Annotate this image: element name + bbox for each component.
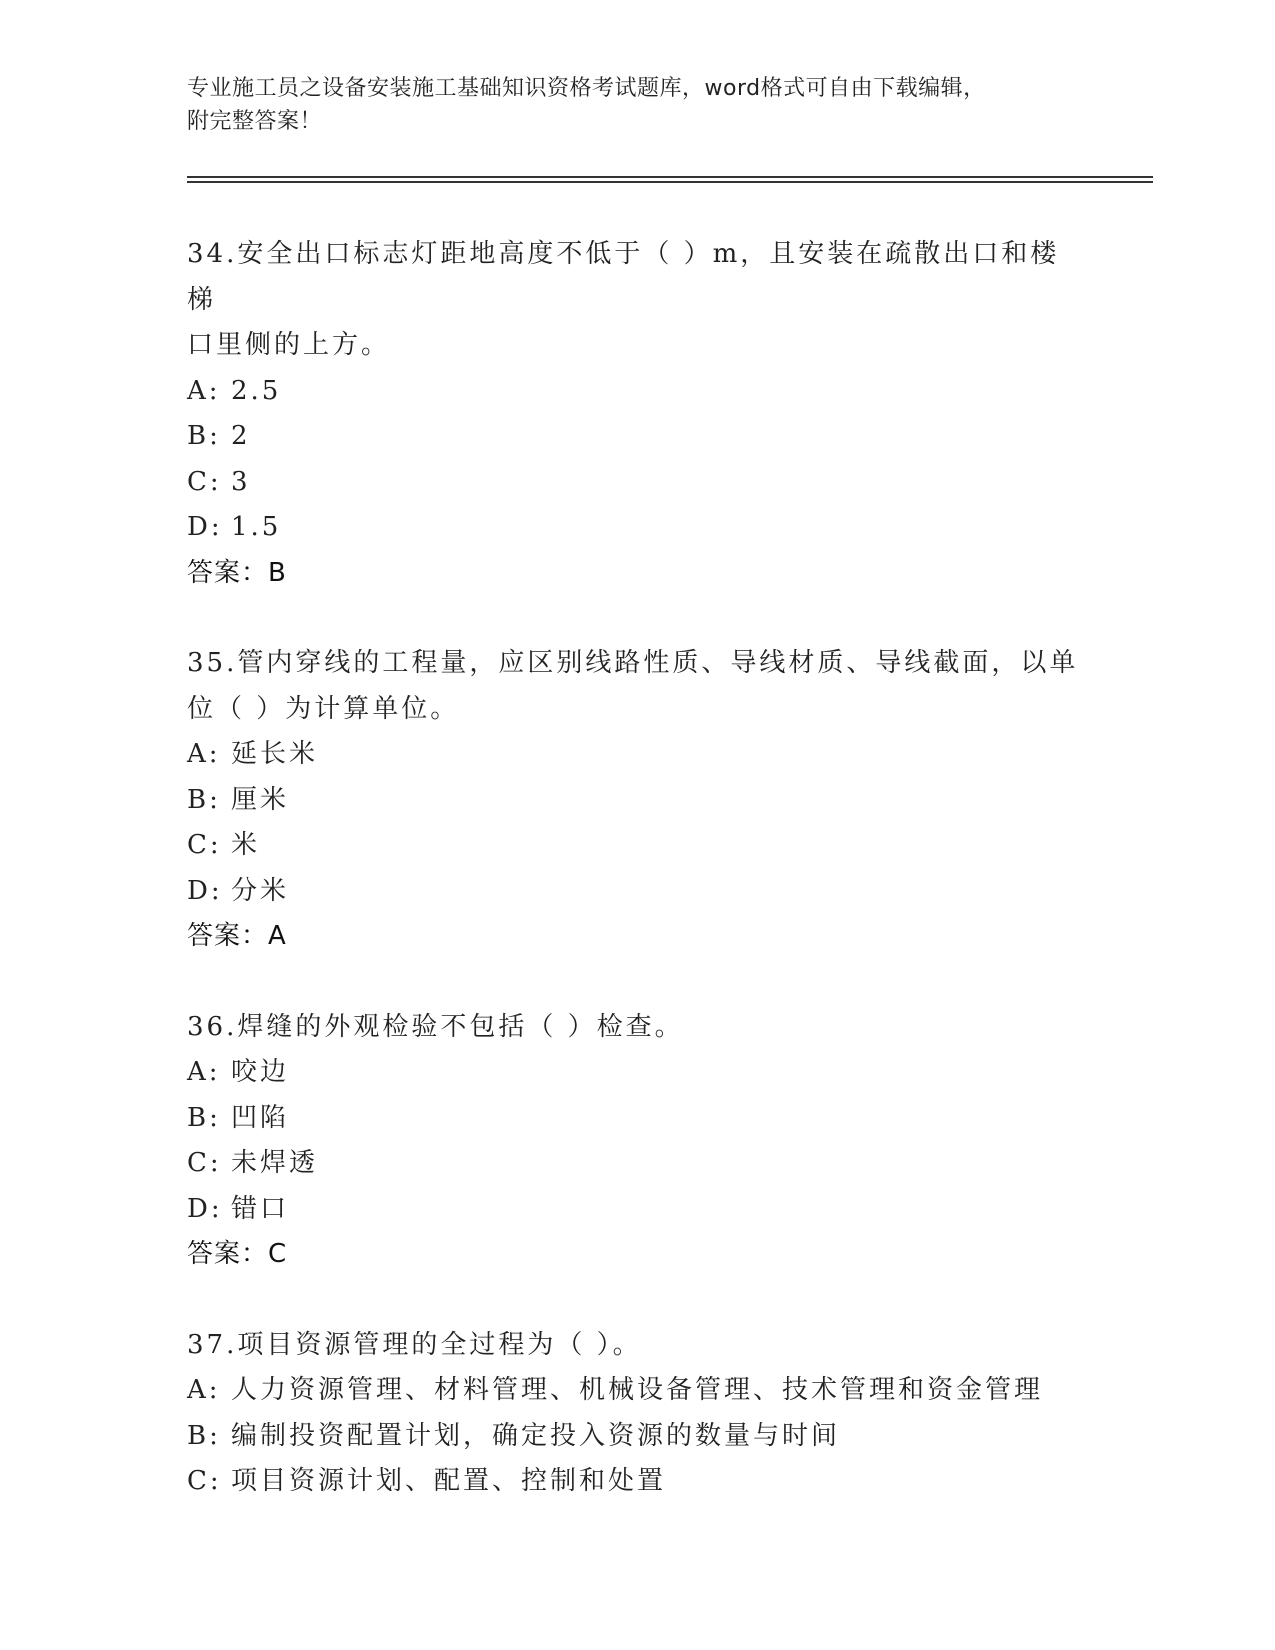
- option-text: 1.5: [231, 512, 282, 542]
- header-rule-top: [187, 176, 1153, 178]
- header-rule-bottom: [187, 181, 1153, 183]
- option-letter: C:: [187, 830, 222, 860]
- header-line-2: 附完整答案！: [187, 109, 323, 134]
- answer-option: [187, 869, 1087, 915]
- option-text: 项目资源计划、配置、控制和处置: [231, 1466, 667, 1496]
- answer-option: [187, 460, 1087, 506]
- answer-key: 答案：C: [187, 1239, 288, 1269]
- question-stem-line: 位（ ）为计算单位。: [187, 693, 460, 724]
- answer-option: [187, 1459, 1087, 1505]
- option-letter: D:: [187, 1193, 223, 1224]
- answer-option: [187, 778, 1087, 824]
- option-letter: A:: [187, 1375, 221, 1405]
- answer-option: [187, 1187, 1087, 1233]
- option-letter: A:: [187, 1057, 221, 1087]
- question-block: [187, 1323, 1087, 1505]
- option-letter: A:: [187, 739, 221, 769]
- answer-option: [187, 823, 1087, 869]
- option-text: 2: [231, 421, 251, 451]
- option-letter: A:: [187, 375, 221, 406]
- option-letter: B:: [187, 421, 221, 451]
- answer-option: [187, 414, 1087, 460]
- question-stem-line: 34.安全出口标志灯距地高度不低于（ ）m，且安装在疏散出口和楼梯: [187, 239, 1060, 315]
- option-text: 编制投资配置计划，确定投入资源的数量与时间: [231, 1420, 841, 1451]
- question-stem-line: 口里侧的上方。: [187, 330, 391, 360]
- option-letter: C:: [187, 1148, 222, 1178]
- answer-option: [187, 1050, 1087, 1096]
- option-text: 厘米: [231, 784, 290, 815]
- answer-key: 答案：B: [187, 557, 287, 588]
- option-text: 咬边: [231, 1057, 290, 1087]
- option-text: 人力资源管理、材料管理、机械设备管理、技术管理和资金管理: [231, 1375, 1044, 1405]
- question-stem-line: 35.管内穿线的工程量，应区别线路性质、导线材质、导线截面，以单: [187, 648, 1079, 678]
- option-letter: D:: [187, 512, 223, 542]
- option-letter: D:: [187, 875, 223, 906]
- answer-option: [187, 369, 1087, 415]
- answer-option: [187, 505, 1087, 551]
- option-text: 3: [231, 466, 251, 497]
- option-text: 错口: [231, 1193, 290, 1224]
- option-text: 米: [231, 830, 261, 860]
- option-text: 凹陷: [231, 1102, 290, 1133]
- question-stem-line: 37.项目资源管理的全过程为（ ）。: [187, 1329, 642, 1360]
- answer-option: [187, 1368, 1087, 1414]
- question-block: [187, 232, 1087, 596]
- question-list: [187, 232, 1087, 1550]
- option-text: 分米: [231, 875, 290, 906]
- answer-option: [187, 732, 1087, 778]
- option-letter: C:: [187, 1466, 222, 1496]
- option-letter: B:: [187, 1102, 221, 1133]
- answer-option: [187, 1414, 1087, 1460]
- question-block: [187, 641, 1087, 960]
- answer-option: [187, 1141, 1087, 1187]
- question-block: [187, 1005, 1087, 1278]
- option-letter: B:: [187, 1420, 221, 1451]
- option-text: 2.5: [231, 375, 282, 406]
- question-stem-line: 36.焊缝的外观检验不包括（ ）检查。: [187, 1011, 684, 1042]
- option-letter: C:: [187, 466, 222, 497]
- answer-key: 答案：A: [187, 921, 287, 951]
- document-header: [187, 72, 1087, 138]
- option-text: 未焊透: [231, 1148, 319, 1178]
- option-text: 延长米: [231, 739, 319, 769]
- answer-option: [187, 1096, 1087, 1142]
- option-letter: B:: [187, 784, 221, 815]
- header-line-1: 专业施工员之设备安装施工基础知识资格考试题库，word格式可自由下载编辑，: [187, 76, 986, 101]
